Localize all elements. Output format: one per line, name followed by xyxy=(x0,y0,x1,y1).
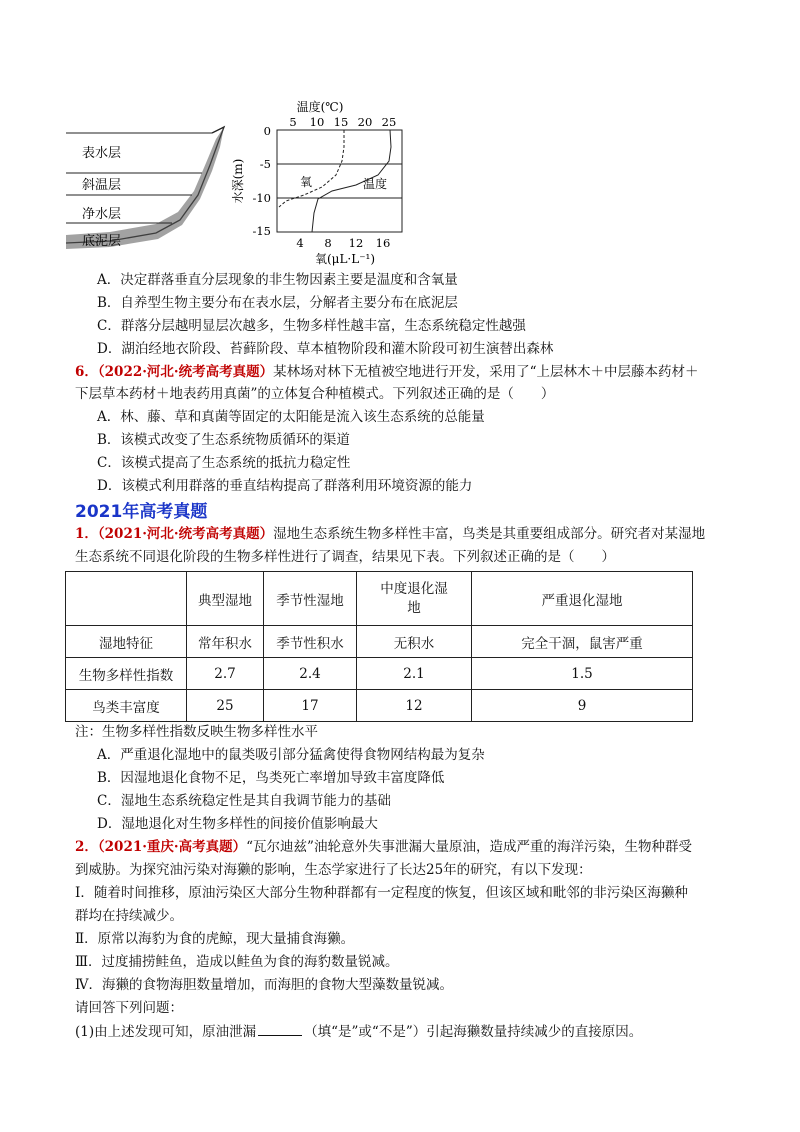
temp-tick: 25 xyxy=(381,115,397,129)
depth-tick: 0 xyxy=(263,124,271,138)
q6-option-a: A．林、藤、草和真菌等固定的太阳能是流入该生态系统的总能量 xyxy=(97,409,485,425)
table-cell: 生物多样性指数 xyxy=(66,658,187,690)
layer-label-surface: 表水层 xyxy=(82,146,122,161)
table-cell: 25 xyxy=(187,690,264,722)
table-cell: 季节性积水 xyxy=(264,626,357,658)
q6-number: 6． xyxy=(75,364,98,380)
table-row xyxy=(66,626,693,658)
q2-stem-line2: 到威胁。为探究油污染对海獭的影响，生态学家进行了长达25年的研究，有以下发现： xyxy=(75,862,592,878)
section-heading: 2021年高考真题 xyxy=(75,502,208,522)
q1-option-a: A．严重退化湿地中的鼠类吸引部分猛禽使得食物网结构最为复杂 xyxy=(97,747,485,763)
q1-option-d: D．湿地退化对生物多样性的间接价值影响最大 xyxy=(97,816,378,832)
oxygen-tick: 8 xyxy=(324,236,332,250)
q2-sub1-before: (1)由上述发现可知，原油泄漏 xyxy=(75,1024,257,1040)
depth-tick: -15 xyxy=(252,224,271,238)
table-header-cell: 季节性湿地 xyxy=(264,572,357,626)
q6-text: 某林场对林下无植被空地进行开发，采用了“上层林木＋中层藤本药材＋ xyxy=(273,364,699,380)
table-cell: 17 xyxy=(264,690,357,722)
lake-stratification-figure xyxy=(60,95,420,267)
depth-tick: -5 xyxy=(259,157,271,171)
wetland-data-table xyxy=(65,571,693,722)
table-row xyxy=(66,690,693,722)
lake-cross-section xyxy=(66,127,224,249)
table-cell: 12 xyxy=(357,690,472,722)
q6-option-d: D．该模式利用群落的垂直结构提高了群落利用环境资源的能力 xyxy=(97,478,473,494)
q2-finding-2: Ⅱ．原常以海豹为食的虎鲸，现大量捕食海獭。 xyxy=(75,931,355,947)
q2-finding-1-cont: 群均在持续减少。 xyxy=(75,908,183,924)
q6-stem-line1 xyxy=(75,362,699,382)
table-cell: 常年积水 xyxy=(187,626,264,658)
layer-label-thermocline: 斜温层 xyxy=(82,178,122,193)
temp-axis-title: 温度(℃) xyxy=(296,100,344,114)
answer-blank[interactable] xyxy=(258,1021,302,1036)
q6-option-c: C．该模式提高了生态系统的抵抗力稳定性 xyxy=(97,455,351,471)
q6-source: （2022·河北·统考高考真题） xyxy=(97,364,274,380)
q1-stem-line1 xyxy=(75,524,705,544)
temp-tick: 5 xyxy=(289,115,297,129)
table-header-row xyxy=(66,572,693,626)
depth-axis-title: 水深(m) xyxy=(231,158,245,204)
q6-stem-line2: 下层草本药材＋地表药用真菌”的立体复合种植模式。下列叙述正确的是（ ） xyxy=(75,386,555,402)
q5-option-d: D．湖泊经地衣阶段、苔藓阶段、草本植物阶段和灌木阶段可初生演替出森林 xyxy=(97,341,554,357)
layer-label-hypolimnion: 净水层 xyxy=(82,207,122,222)
oxygen-tick: 4 xyxy=(296,236,304,250)
oxygen-tick: 12 xyxy=(348,236,364,250)
table-cell: 完全干涸，鼠害严重 xyxy=(472,626,693,658)
q2-stem-line1 xyxy=(75,837,692,857)
table-cell: 2.1 xyxy=(357,658,472,690)
table-cell: 9 xyxy=(472,690,693,722)
temp-tick: 10 xyxy=(309,115,325,129)
q2-sub1-after: （填“是”或“不是”）引起海獭数量持续减少的直接原因。 xyxy=(304,1024,643,1040)
q2-sub-question-1 xyxy=(75,1021,642,1042)
q2-source: （2021·重庆·高考真题） xyxy=(97,839,247,855)
oxygen-curve xyxy=(279,130,344,207)
table-header-cell xyxy=(66,572,187,626)
q1-source: （2021·河北·统考高考真题） xyxy=(97,526,274,542)
depth-tick: -10 xyxy=(252,191,271,205)
table-cell: 无积水 xyxy=(357,626,472,658)
q1-option-c: C．湿地生态系统稳定性是其自我调节能力的基础 xyxy=(97,793,391,809)
q2-text: “瓦尔迪兹”油轮意外失事泄漏大量原油，造成严重的海洋污染，生物种群受 xyxy=(246,839,692,855)
q2-finding-1: Ⅰ．随着时间推移，原油污染区大部分生物种群都有一定程度的恢复，但该区域和毗邻的非污染区海獭种 xyxy=(75,885,688,901)
q5-option-b: B．自养型生物主要分布在表水层，分解者主要分布在底泥层 xyxy=(97,295,458,311)
table-header-cell: 中度退化湿地 xyxy=(357,572,472,626)
table-header-cell: 严重退化湿地 xyxy=(472,572,693,626)
table-cell: 湿地特征 xyxy=(66,626,187,658)
q2-prompt: 请回答下列问题： xyxy=(75,1000,183,1016)
layer-label-sediment: 底泥层 xyxy=(82,234,122,249)
table-header-cell: 典型湿地 xyxy=(187,572,264,626)
q1-option-b: B．因湿地退化食物不足，鸟类死亡率增加导致丰富度降低 xyxy=(97,770,445,786)
q5-option-c: C．群落分层越明显层次越多，生物多样性越丰富，生态系统稳定性越强 xyxy=(97,318,526,334)
oxygen-tick: 16 xyxy=(375,236,391,250)
table-note: 注：生物多样性指数反映生物多样性水平 xyxy=(75,724,318,740)
oxygen-curve-label: 氧 xyxy=(300,175,313,189)
temp-tick: 20 xyxy=(357,115,373,129)
profile-chart xyxy=(230,99,402,266)
oxygen-axis-title: 氧(μL·L⁻¹) xyxy=(314,252,376,266)
table-row xyxy=(66,658,693,690)
table-cell: 2.4 xyxy=(264,658,357,690)
q1-stem-line2: 生态系统不同退化阶段的生物多样性进行了调查，结果见下表。下列叙述正确的是（ ） xyxy=(75,549,615,565)
q2-finding-3: Ⅲ．过度捕捞鲑鱼，造成以鲑鱼为食的海豹数量锐减。 xyxy=(75,954,399,970)
q1-text: 湿地生态系统生物多样性丰富，鸟类是其重要组成部分。研究者对某湿地 xyxy=(273,526,706,542)
q1-number: 1． xyxy=(75,526,98,542)
q2-number: 2． xyxy=(75,839,98,855)
table-cell: 2.7 xyxy=(187,658,264,690)
table-cell: 鸟类丰富度 xyxy=(66,690,187,722)
temp-tick: 15 xyxy=(333,115,349,129)
q5-option-a: A．决定群落垂直分层现象的非生物因素主要是温度和含氧量 xyxy=(97,272,458,288)
q2-finding-4: Ⅳ．海獭的食物海胆数量增加，而海胆的食物大型藻数量锐减。 xyxy=(75,977,453,993)
table-cell: 1.5 xyxy=(472,658,693,690)
temperature-curve-label: 温度 xyxy=(363,177,388,191)
q6-option-b: B．该模式改变了生态系统物质循环的渠道 xyxy=(97,432,350,448)
